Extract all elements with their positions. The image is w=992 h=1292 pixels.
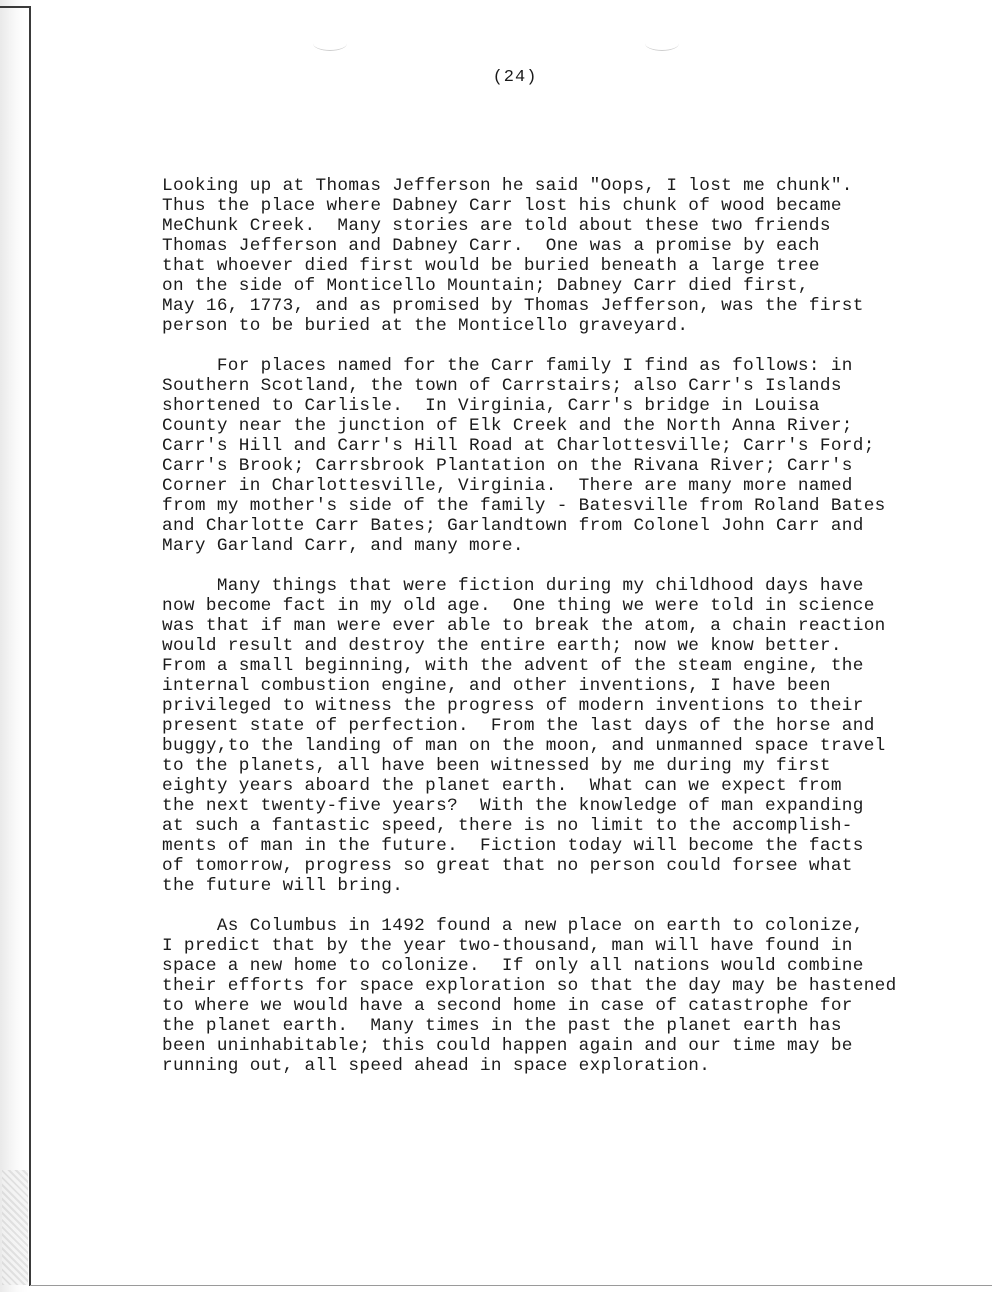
text-line: been uninhabitable; this could happen again and our time may be	[162, 1036, 853, 1056]
text-line: their efforts for space exploration so that the day may be hastened	[162, 976, 897, 996]
paragraph-2	[162, 356, 982, 556]
paragraph-1	[162, 176, 982, 336]
text-line: buggy,to the landing of man on the moon, and unmanned space travel	[162, 736, 886, 756]
page-bottom-edge	[30, 1285, 992, 1286]
text-line: running out, all speed ahead in space exploration.	[162, 1056, 711, 1076]
text-line: privileged to witness the progress of modern inventions to their	[162, 696, 864, 716]
text-line: I predict that by the year two-thousand, man will have found in	[162, 936, 853, 956]
text-line: eighty years aboard the planet earth. What can we expect from	[162, 776, 842, 796]
text-line: was that if man were ever able to break the atom, a chain reaction	[162, 616, 886, 636]
text-line: the future will bring.	[162, 876, 404, 896]
text-line: County near the junction of Elk Creek and the North Anna River;	[162, 416, 853, 436]
text-line: the planet earth. Many times in the past the planet earth has	[162, 1016, 842, 1036]
paragraph-4	[162, 916, 982, 1076]
text-line: May 16, 1773, and as promised by Thomas Jefferson, was the first	[162, 296, 864, 316]
page-number: (24)	[492, 68, 538, 87]
text-line: Southern Scotland, the town of Carrstairs; also Carr's Islands	[162, 376, 842, 396]
text-line: Corner in Charlottesville, Virginia. There are many more named	[162, 476, 853, 496]
text-line: now become fact in my old age. One thing we were told in science	[162, 596, 875, 616]
text-line: Looking up at Thomas Jefferson he said "Oops, I lost me chunk".	[162, 176, 853, 196]
text-line: Thus the place where Dabney Carr lost his chunk of wood became	[162, 196, 842, 216]
text-line: Mary Garland Carr, and many more.	[162, 536, 524, 556]
scan-speckle	[2, 1170, 28, 1285]
punch-mark-left	[313, 36, 347, 51]
text-line: internal combustion engine, and other inventions, I have been	[162, 676, 831, 696]
text-line: to the planets, all have been witnessed by me during my first	[162, 756, 831, 776]
text-line: Carr's Brook; Carrsbrook Plantation on the Rivana River; Carr's	[162, 456, 853, 476]
text-line: and Charlotte Carr Bates; Garlandtown from Colonel John Carr and	[162, 516, 864, 536]
text-line: person to be buried at the Monticello graveyard.	[162, 316, 689, 336]
text-line: to where we would have a second home in case of catastrophe for	[162, 996, 853, 1016]
binding-edge-line	[29, 6, 31, 1286]
text-line: from my mother's side of the family - Batesville from Roland Bates	[162, 496, 886, 516]
text-line: at such a fantastic speed, there is no limit to the accomplish-	[162, 816, 853, 836]
text-line: For places named for the Carr family I find as follows: in	[162, 356, 853, 376]
text-line: From a small beginning, with the advent of the steam engine, the	[162, 656, 864, 676]
text-line: Many things that were fiction during my childhood days have	[162, 576, 864, 596]
text-line: would result and destroy the entire earth; now we know better.	[162, 636, 842, 656]
text-line: Thomas Jefferson and Dabney Carr. One was a promise by each	[162, 236, 820, 256]
punch-mark-right	[645, 36, 679, 51]
text-line: of tomorrow, progress so great that no person could forsee what	[162, 856, 853, 876]
text-line: As Columbus in 1492 found a new place on earth to colonize,	[162, 916, 864, 936]
text-line: shortened to Carlisle. In Virginia, Carr's bridge in Louisa	[162, 396, 820, 416]
text-line: Carr's Hill and Carr's Hill Road at Charlottesville; Carr's Ford;	[162, 436, 875, 456]
binding-corner-mark	[0, 6, 30, 8]
text-line: present state of perfection. From the last days of the horse and	[162, 716, 875, 736]
text-line: on the side of Monticello Mountain; Dabney Carr died first,	[162, 276, 809, 296]
binding-edge	[0, 0, 40, 1292]
text-line: ments of man in the future. Fiction today will become the facts	[162, 836, 864, 856]
text-line: MeChunk Creek. Many stories are told about these two friends	[162, 216, 831, 236]
paragraph-3	[162, 576, 982, 896]
text-line: space a new home to colonize. If only all nations would combine	[162, 956, 864, 976]
body-text	[162, 176, 982, 1096]
text-line: that whoever died first would be buried beneath a large tree	[162, 256, 820, 276]
text-line: the next twenty-five years? With the knowledge of man expanding	[162, 796, 864, 816]
